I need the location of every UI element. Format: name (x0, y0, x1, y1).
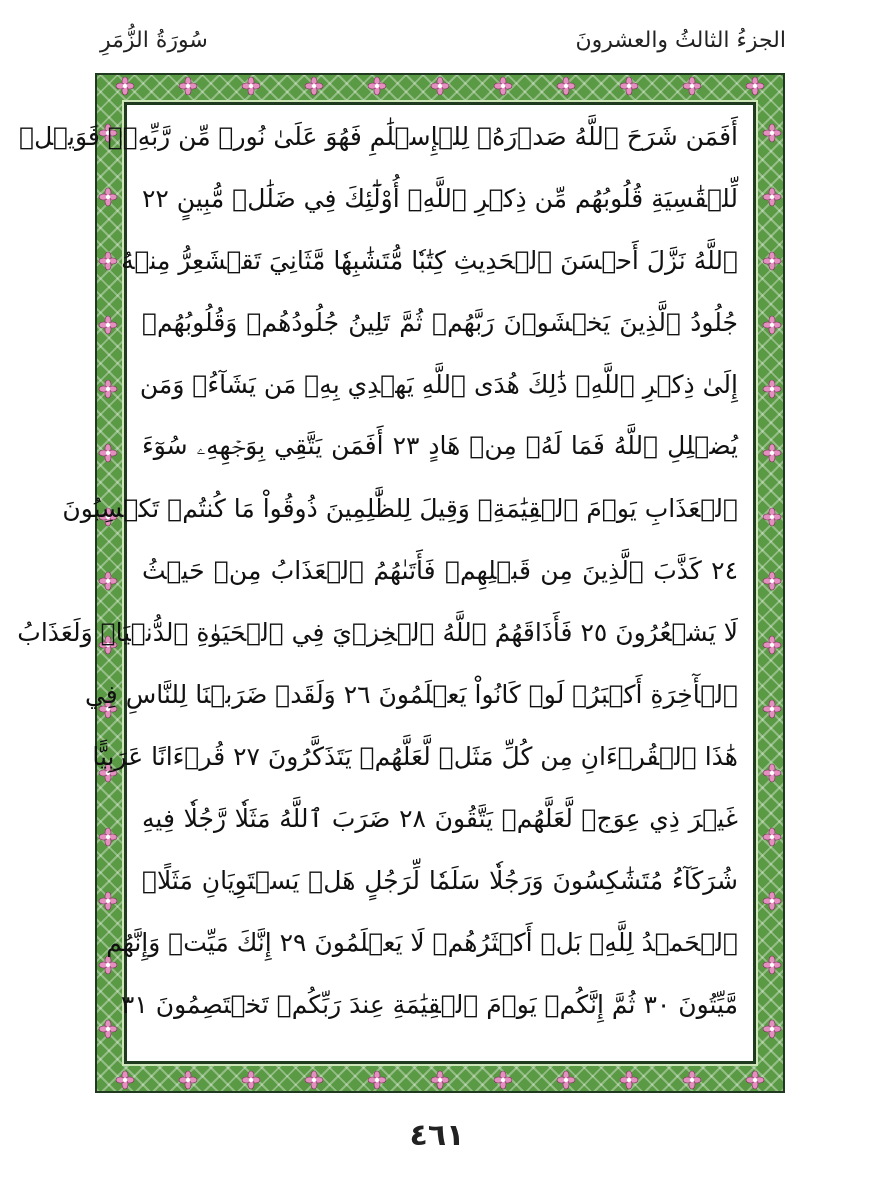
flower-ornament-icon (494, 77, 512, 95)
flower-ornament-icon (99, 444, 117, 462)
text-line: مَّيِّتُونَ ٣٠ ثُمَّ إِنَّكُمۡ يَوۡمَ ٱلۡقِيَٰمَةِ عِندَ رَبِّكُمۡ تَخۡتَصِمُونَ ٣١ (120, 989, 738, 1019)
flower-ornament-icon (763, 380, 781, 398)
text-line: ٱلۡأٓخِرَةِ أَكۡبَرُۚ لَوۡ كَانُواْ يَعۡلَمُونَ ٢٦ وَلَقَدۡ ضَرَبۡنَا لِلنَّاسِ فِي (84, 679, 738, 709)
flower-ornament-icon (763, 188, 781, 206)
flower-ornament-icon (763, 828, 781, 846)
flower-ornament-icon (746, 77, 764, 95)
flower-ornament-icon (99, 828, 117, 846)
text-line: هَٰذَا ٱلۡقُرۡءَانِ مِن كُلِّ مَثَلٖ لَّعَلَّهُمۡ يَتَذَكَّرُونَ ٢٧ قُرۡءَانًا عَرَبِيًّا (92, 741, 738, 771)
flower-ornament-icon (620, 77, 638, 95)
flower-ornament-icon (763, 892, 781, 910)
text-line: شُرَكَآءُ مُتَشَٰكِسُونَ وَرَجُلٗا سَلَمٗا لِّرَجُلٍ هَلۡ يَسۡتَوِيَانِ مَثَلًاۚ (142, 865, 738, 895)
flower-ornament-icon (99, 316, 117, 334)
flower-ornament-icon (99, 892, 117, 910)
text-line: غَيۡرَ ذِي عِوَجٖ لَّعَلَّهُمۡ يَتَّقُونَ ٢٨ ضَرَبَ ٱللَّهُ مَثَلٗا رَّجُلٗا فِيهِ (142, 803, 738, 833)
flower-ornament-icon (557, 1071, 575, 1089)
flower-ornament-icon (763, 956, 781, 974)
flower-ornament-icon (99, 1020, 117, 1038)
flower-ornament-icon (116, 1071, 134, 1089)
text-line: ٢٤ كَذَّبَ ٱلَّذِينَ مِن قَبۡلِهِمۡ فَأَتَىٰهُمُ ٱلۡعَذَابُ مِنۡ حَيۡثُ (142, 555, 738, 585)
flower-ornament-icon (99, 956, 117, 974)
flower-ornament-icon (242, 77, 260, 95)
quran-text-block (17, 105, 750, 1060)
flower-ornament-icon (431, 77, 449, 95)
page-number: ٤٦١ (409, 1118, 465, 1153)
flower-ornament-icon (683, 1071, 701, 1089)
flower-ornament-icon (557, 77, 575, 95)
flower-ornament-icon (763, 508, 781, 526)
flower-ornament-icon (99, 572, 117, 590)
text-line: يُضۡلِلِ ٱللَّهُ فَمَا لَهُۥ مِنۡ هَادٍ ٢٣ أَفَمَن يَتَّقِي بِوَجۡهِهِۦ سُوٓءَ (142, 431, 739, 460)
flower-ornament-icon (763, 764, 781, 782)
text-line: ٱلۡعَذَابِ يَوۡمَ ٱلۡقِيَٰمَةِۚ وَقِيلَ لِلظَّٰلِمِينَ ذُوقُواْ مَا كُنتُمۡ تَكۡسِبُونَ (62, 493, 738, 523)
flower-ornament-icon (620, 1071, 638, 1089)
flower-ornament-icon (763, 636, 781, 654)
flower-ornament-icon (99, 188, 117, 206)
flower-ornament-icon (305, 1071, 323, 1089)
page-header (100, 22, 786, 62)
flower-ornament-icon (431, 1071, 449, 1089)
text-line: جُلُودُ ٱلَّذِينَ يَخۡشَوۡنَ رَبَّهُمۡ ثُمَّ تَلِينُ جُلُودُهُمۡ وَقُلُوبُهُمۡ (142, 307, 738, 337)
flower-ornament-icon (763, 700, 781, 718)
flower-ornament-icon (494, 1071, 512, 1089)
text-line: أَفَمَن شَرَحَ ٱللَّهُ صَدۡرَهُۥ لِلۡإِسۡلَٰمِ فَهُوَ عَلَىٰ نُورٖ مِّن رَّبِّهِۦۚ فَوَيۡلٞ (19, 121, 738, 151)
flower-ornament-icon (763, 252, 781, 270)
surah-title: سُورَةُ الزُّمَرِ (100, 28, 208, 53)
flower-ornament-icon (368, 1071, 386, 1089)
flower-ornament-icon (683, 77, 701, 95)
flower-ornament-icon (746, 1071, 764, 1089)
flower-ornament-icon (99, 380, 117, 398)
text-line: لَا يَشۡعُرُونَ ٢٥ فَأَذَاقَهُمُ ٱللَّهُ ٱلۡخِزۡيَ فِي ٱلۡحَيَوٰةِ ٱلدُّنۡيَاۖ وَلَعَذَابُ (17, 617, 738, 647)
flower-ornament-icon (179, 1071, 197, 1089)
text-line: إِلَىٰ ذِكۡرِ ٱللَّهِۚ ذَٰلِكَ هُدَى ٱللَّهِ يَهۡدِي بِهِۦ مَن يَشَآءُۚ وَمَن (139, 369, 738, 399)
flower-ornament-icon (763, 444, 781, 462)
flower-ornament-icon (305, 77, 323, 95)
flower-ornament-icon (99, 252, 117, 270)
flower-ornament-icon (763, 316, 781, 334)
flower-ornament-icon (179, 77, 197, 95)
juz-title: الجزءُ الثالثُ والعشرونَ (575, 28, 786, 53)
text-line: لِّلۡقَٰسِيَةِ قُلُوبُهُم مِّن ذِكۡرِ ٱللَّهِۚ أُوْلَٰٓئِكَ فِي ضَلَٰلٖ مُّبِينٍ ٢٢ (142, 183, 738, 213)
flower-ornament-icon (763, 124, 781, 142)
flower-ornament-icon (763, 1020, 781, 1038)
text-line: ٱلۡحَمۡدُ لِلَّهِۚ بَلۡ أَكۡثَرُهُمۡ لَا يَعۡلَمُونَ ٢٩ إِنَّكَ مَيِّتٞ وَإِنَّهُم (106, 927, 738, 957)
flower-ornament-icon (763, 572, 781, 590)
text-line: ٱللَّهُ نَزَّلَ أَحۡسَنَ ٱلۡحَدِيثِ كِتَٰبٗا مُّتَشَٰبِهٗا مَّثَانِيَ تَقۡشَعِرُّ مِنۡهُ (121, 245, 738, 275)
flower-ornament-icon (242, 1071, 260, 1089)
flower-ornament-icon (368, 77, 386, 95)
flower-ornament-icon (116, 77, 134, 95)
